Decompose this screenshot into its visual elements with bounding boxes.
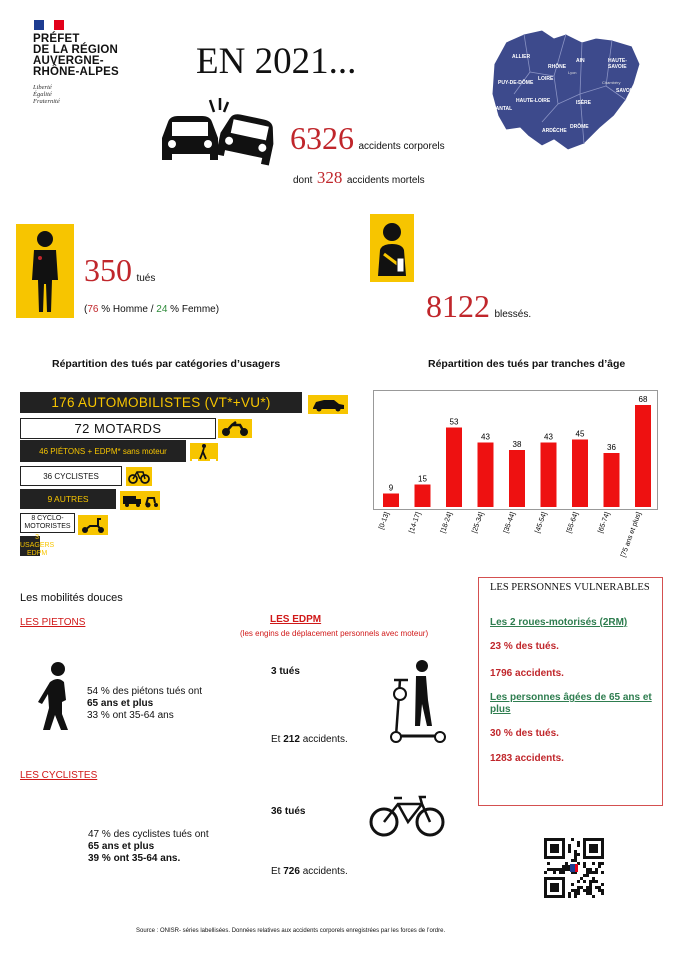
blesses-value: 8122 [426, 288, 490, 324]
age-category-label: [55-64] [565, 511, 580, 535]
map-label: HAUTE-LOIRE [516, 98, 551, 104]
age-category-label: [18-24] [439, 511, 454, 535]
usager-bar-automobilistes: 176 AUTOMOBILISTES (VT*+VU*) [20, 392, 302, 413]
age-bar [446, 428, 462, 508]
pietons-stats: 54 % des piétons tués ont 65 ans et plus 33 % ont 35-64 ans [87, 686, 203, 721]
ages-accidents: 1283 accidents. [490, 753, 564, 764]
map-city-label: Lyon [568, 70, 577, 75]
tues-label: tués [136, 273, 156, 284]
prefet-logo-text: PRÉFET DE LA RÉGION AUVERGNE- RHÔNE-ALPES [33, 33, 119, 78]
age-category-label: [45-54] [534, 511, 549, 535]
page-title: EN 2021... [196, 41, 357, 82]
age-bar [415, 485, 431, 508]
region-map [484, 24, 644, 156]
blesses-label: blessés. [494, 309, 532, 320]
map-label: HAUTE-SAVOIE [608, 58, 627, 70]
usager-bar-edpm: 3 USAGERS EDPM [20, 534, 55, 557]
ages-heading[interactable]: Les personnes âgées de 65 ans et plus [490, 692, 652, 715]
age-bar [478, 443, 494, 508]
map-label: ARDÈCHE [542, 128, 567, 134]
age-bar-value-label: 68 [638, 395, 648, 404]
bicycle-large-icon [368, 794, 446, 838]
map-label: PUY-DE-DÔME [498, 80, 534, 86]
vulnerables-title: LES PERSONNES VULNERABLES [490, 582, 650, 593]
age-category-label: [0-13] [378, 511, 391, 531]
usager-bar-motards: 72 MOTARDS [20, 418, 216, 439]
usager-bar-cyclomotoristes: 8 CYCLO-MOTORISTES [20, 513, 75, 533]
age-bar-value-label: 9 [388, 483, 394, 493]
cyclistes-tues: 36 tués [271, 806, 306, 817]
rm-accidents: 1796 accidents. [490, 668, 564, 679]
usagers-title: Répartition des tués par catégories d’usagers [52, 358, 281, 370]
truck-tractor-icon [120, 491, 160, 510]
edpm-heading: LES EDPM [270, 614, 322, 625]
age-bar-value-label: 38 [512, 440, 522, 449]
map-label: RHÔNE [548, 64, 567, 70]
cyclistes-stats: 47 % des cyclistes tués ont 65 ans et plus 39 % ont 35-64 ans. [88, 829, 209, 864]
accidents-mortels-label: accidents mortels [346, 175, 425, 186]
femme-label: % Femme) [170, 304, 220, 315]
homme-label: % Homme / [101, 304, 154, 315]
injured-person-icon [370, 214, 414, 282]
age-bar [572, 440, 588, 508]
accidents-corporels-label: accidents corporels [358, 141, 445, 152]
edpm-accidents: Et 212 accidents. [271, 734, 348, 745]
map-label: ALLIER [512, 54, 531, 60]
map-label: LOIRE [538, 76, 554, 82]
map-label: CANTAL [492, 106, 513, 112]
cyclistes-accidents: Et 726 accidents. [271, 866, 348, 877]
ages-pct: 30 % des tués. [490, 728, 559, 739]
qr-code-icon[interactable] [544, 838, 604, 898]
age-bar [509, 450, 525, 507]
age-bar-value-label: 36 [607, 443, 616, 452]
map-label: ISÈRE [576, 100, 592, 106]
age-chart [373, 390, 663, 570]
edpm-subheading: (les engins de déplacement personnels avec moteur) [240, 629, 429, 638]
age-bar [541, 443, 557, 508]
map-label: AIN [576, 58, 585, 64]
usager-bar-autres: 9 AUTRES [20, 489, 116, 509]
rm-heading[interactable]: Les 2 roues-motorisés (2RM) [490, 617, 628, 628]
age-bar [635, 405, 651, 507]
accidents-corporels-value: 6326 [290, 120, 354, 156]
french-flag-icon [34, 20, 64, 30]
age-category-label: [35-44] [502, 511, 517, 535]
age-bar-value-label: 43 [481, 432, 490, 442]
motorbike-icon [218, 419, 252, 438]
source-footnote: Source : ONISR- séries labellisées. Données relatives aux accidents corporels enregistrées par les forces de l’ordre. [136, 928, 446, 934]
republic-motto: Liberté Égalité Fraternité [33, 84, 60, 105]
age-category-label: [75 ans et plus] [620, 511, 643, 559]
age-bar-value-label: 45 [575, 429, 585, 439]
mobilites-title: Les mobilités douces [20, 592, 123, 604]
map-city-label: Chambéry [602, 80, 621, 85]
car-icon [308, 395, 348, 414]
femme-pct: 24 [156, 304, 168, 315]
usager-bar-cyclistes: 36 CYCLISTES [20, 466, 122, 486]
age-bar-value-label: 15 [418, 474, 427, 484]
age-category-label: [14-17] [408, 511, 423, 535]
age-category-label: [25-34] [471, 511, 486, 535]
dont-label: dont [293, 175, 313, 186]
tues-value: 350 [84, 252, 132, 288]
age-bar-value-label: 43 [544, 432, 553, 442]
pedestrian-crossing-icon [190, 443, 218, 461]
gender-split: (76 % Homme / 24 % Femme) [84, 304, 220, 315]
age-bar [383, 494, 399, 508]
walking-person-icon [36, 660, 76, 732]
map-label: SAVOIE [616, 88, 635, 94]
electric-scooter-icon [386, 656, 448, 744]
age-bar [604, 453, 620, 507]
pietons-heading: LES PIETONS [20, 617, 86, 628]
map-label: DRÔME [570, 124, 589, 130]
age-category-label: [65-74] [597, 511, 612, 535]
age-chart-title: Répartition des tués par tranches d’âge [428, 358, 626, 370]
bicycle-icon [126, 467, 152, 486]
person-icon [16, 224, 74, 318]
accidents-mortels-value: 328 [316, 168, 343, 187]
edpm-tues: 3 tués [271, 666, 300, 677]
cyclistes-heading: LES CYCLISTES [20, 770, 98, 781]
age-bar-value-label: 53 [449, 417, 459, 427]
homme-pct: 76 [87, 304, 99, 315]
car-crash-icon [160, 98, 275, 170]
scooter-icon [78, 515, 108, 535]
rm-pct: 23 % des tués. [490, 641, 559, 652]
usager-bar-pietons: 46 PIÉTONS + EDPM* sans moteur [20, 440, 186, 462]
